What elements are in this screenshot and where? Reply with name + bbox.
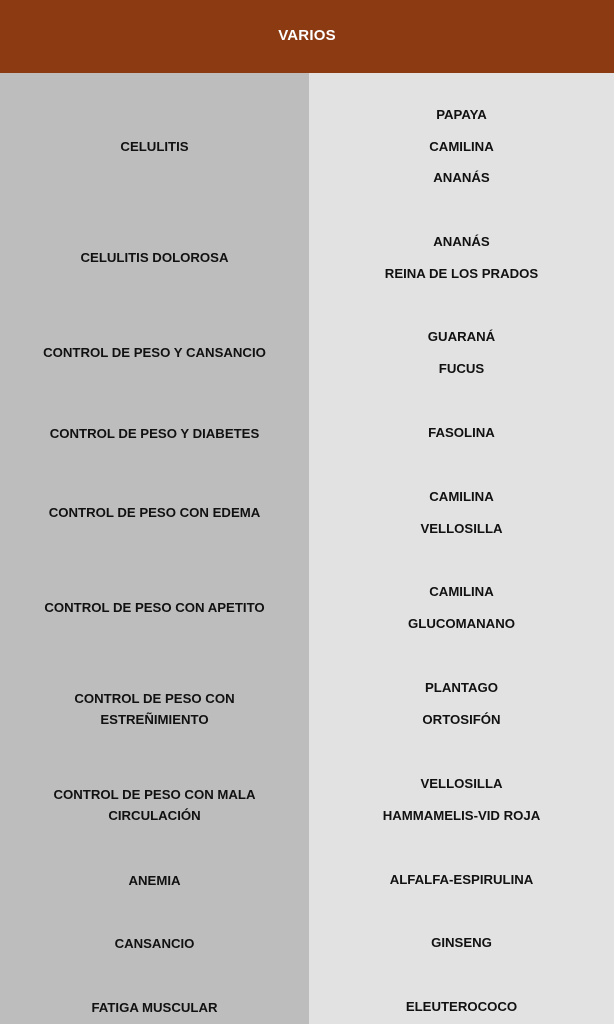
remedy-item: CAMILINA bbox=[429, 489, 494, 504]
condition-label bbox=[0, 597, 309, 618]
condition-label bbox=[0, 423, 309, 444]
remedy-item: REINA DE LOS PRADOS bbox=[384, 265, 539, 281]
remedy-item: GLUCOMANANO bbox=[408, 615, 515, 631]
table-title: VARIOS bbox=[278, 27, 336, 44]
condition-label bbox=[0, 502, 309, 523]
condition-label-line: ANEMIA bbox=[128, 872, 181, 888]
condition-label bbox=[0, 997, 309, 1018]
condition-label-line: CONTROL DE PESO Y CANSANCIO bbox=[43, 345, 266, 361]
condition-label bbox=[0, 247, 309, 268]
remedy-item: HAMMAMELIS-VID ROJA bbox=[382, 807, 541, 823]
condition-label bbox=[0, 136, 309, 157]
remedy-item: FASOLINA bbox=[428, 425, 495, 440]
condition-label-line: CELULITIS DOLOROSA bbox=[80, 250, 229, 266]
condition-label-line: CELULITIS bbox=[120, 139, 189, 154]
remedy-item: ORTOSIFÓN bbox=[422, 711, 501, 727]
condition-label-line: ESTREÑIMIENTO bbox=[100, 711, 209, 727]
condition-label-line: CIRCULACIÓN bbox=[108, 807, 201, 823]
remedy-item: ANANÁS bbox=[433, 170, 490, 185]
remedy-item: CAMILINA bbox=[429, 138, 494, 154]
condition-label bbox=[0, 870, 309, 891]
condition-label-line: CONTROL DE PESO CON MALA bbox=[53, 786, 256, 802]
condition-label bbox=[0, 784, 309, 826]
condition-label-line: CONTROL DE PESO CON EDEMA bbox=[48, 505, 261, 521]
remedy-item: FUCUS bbox=[438, 360, 485, 376]
remedy-item: ALFALFA-ESPIRULINA bbox=[389, 872, 534, 887]
condition-label-line: CANSANCIO bbox=[114, 935, 195, 951]
remedy-item: PAPAYA bbox=[436, 107, 487, 122]
condition-label-line: CONTROL DE PESO Y DIABETES bbox=[49, 425, 260, 441]
condition-label-line: CONTROL DE PESO CON bbox=[74, 690, 235, 706]
remedy-item: ANANÁS bbox=[433, 234, 490, 249]
condition-label bbox=[0, 688, 309, 730]
remedy-item: VELLOSILLA bbox=[420, 776, 503, 791]
remedy-item: GINSENG bbox=[431, 935, 492, 950]
remedy-item: VELLOSILLA bbox=[420, 520, 503, 536]
remedy-item: CAMILINA bbox=[429, 584, 494, 599]
table-header bbox=[0, 0, 614, 73]
condition-label bbox=[0, 342, 309, 363]
condition-label bbox=[0, 933, 309, 954]
remedy-item: GUARANÁ bbox=[427, 329, 496, 344]
condition-label-line: FATIGA MUSCULAR bbox=[91, 999, 218, 1015]
condition-label-line: CONTROL DE PESO CON APETITO bbox=[44, 600, 265, 616]
remedy-item: ELEUTEROCOCO bbox=[405, 999, 518, 1014]
remedy-item: PLANTAGO bbox=[424, 680, 498, 695]
